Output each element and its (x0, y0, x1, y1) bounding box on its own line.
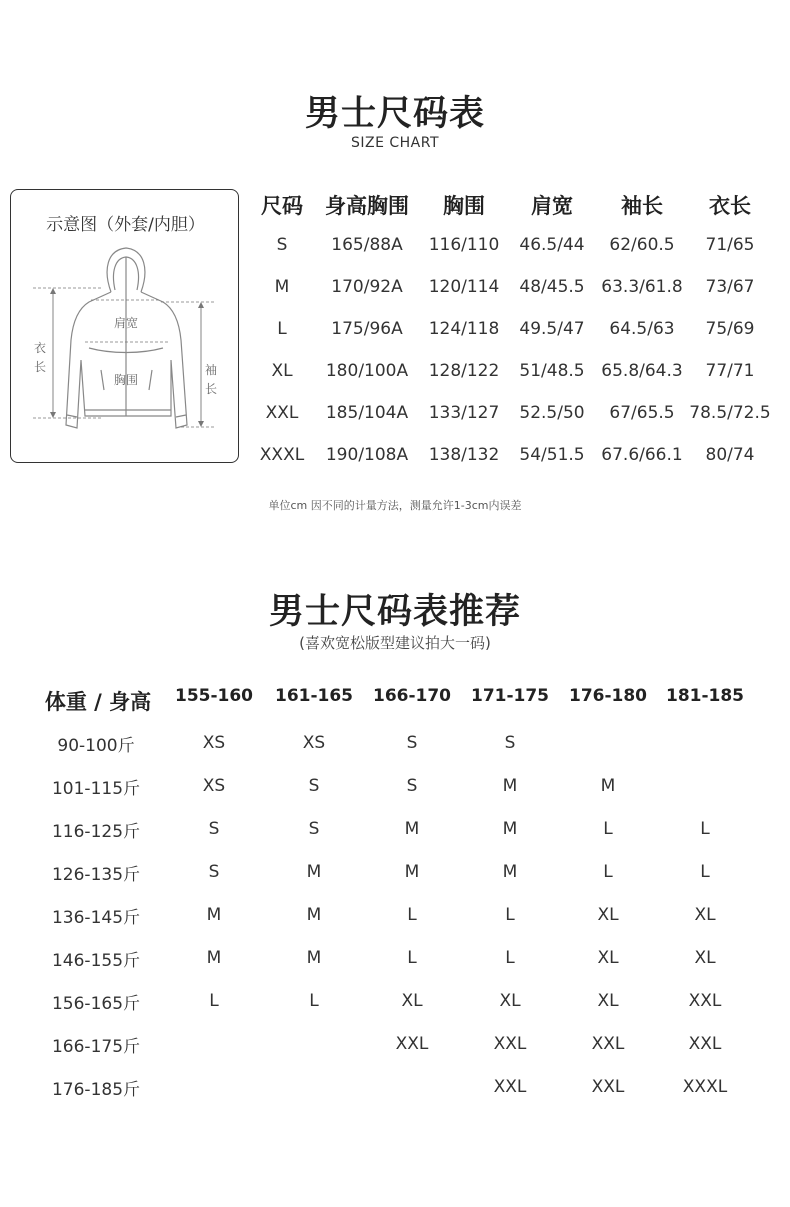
size-cell: 133/127 (428, 403, 500, 423)
recommend-cell: XL (694, 948, 716, 968)
size-cell: 51/48.5 (519, 361, 585, 381)
recommend-cell: XXL (688, 991, 722, 1011)
recommend-header-5: 176-180 (568, 686, 648, 706)
size-cell: 75/69 (705, 319, 755, 339)
size-cell: 170/92A (331, 277, 403, 297)
size-cell: XL (271, 361, 293, 381)
recommend-title: 男士尺码表推荐 (268, 592, 521, 632)
recommend-cell: L (505, 905, 515, 925)
recommend-cell: L (309, 991, 319, 1011)
size-cell: 54/51.5 (519, 445, 585, 465)
recommend-cell: M (502, 819, 518, 839)
recommend-cell: M (404, 862, 420, 882)
recommend-cell: XS (202, 776, 226, 796)
recommend-cell: XL (694, 905, 716, 925)
weight-label: 156-165斤 (51, 994, 141, 1014)
size-chart-subtitle: SIZE CHART (350, 135, 440, 151)
recommend-cell: S (406, 733, 418, 753)
recommend-cell: XXL (493, 1077, 527, 1097)
recommend-cell: M (306, 862, 322, 882)
chest-label: 胸围 (114, 373, 139, 387)
weight-label: 166-175斤 (51, 1037, 141, 1057)
measurement-note: 单位cm 因不同的计量方法，测量允许1-3cm内误差 (268, 499, 522, 512)
recommend-cell: XL (499, 991, 521, 1011)
size-cell: XXXL (259, 445, 305, 465)
recommend-header-6: 181-185 (665, 686, 745, 706)
size-cell: 71/65 (705, 235, 755, 255)
weight-label: 146-155斤 (51, 951, 141, 971)
recommend-cell: XXL (591, 1034, 625, 1054)
size-header-4: 袖长 (621, 194, 663, 218)
weight-label: 116-125斤 (51, 822, 141, 842)
recommend-cell: S (406, 776, 418, 796)
size-cell: 80/74 (705, 445, 755, 465)
size-cell: 77/71 (705, 361, 755, 381)
weight-label: 101-115斤 (51, 779, 141, 799)
size-cell: 138/132 (428, 445, 500, 465)
size-cell: M (274, 277, 290, 297)
recommend-cell: M (600, 776, 616, 796)
recommend-cell: L (700, 819, 710, 839)
size-cell: 48/45.5 (519, 277, 585, 297)
garment-diagram (10, 189, 239, 463)
weight-label: 90-100斤 (57, 736, 135, 756)
size-cell: 190/108A (325, 445, 409, 465)
size-cell: 49.5/47 (519, 319, 585, 339)
recommend-cell: S (504, 733, 516, 753)
recommend-header-2: 161-165 (274, 686, 354, 706)
size-cell: 78.5/72.5 (689, 403, 771, 423)
recommend-cell: L (407, 948, 417, 968)
recommend-cell: S (208, 819, 220, 839)
size-cell: 63.3/61.8 (601, 277, 683, 297)
recommend-cell: XXL (493, 1034, 527, 1054)
size-cell: 62/60.5 (609, 235, 675, 255)
size-chart-title: 男士尺码表 (304, 94, 485, 134)
recommend-header-0: 体重 / 身高 (44, 690, 152, 714)
recommend-cell: S (308, 819, 320, 839)
recommend-cell: M (206, 905, 222, 925)
size-header-2: 胸围 (443, 194, 485, 218)
weight-label: 126-135斤 (51, 865, 141, 885)
recommend-cell: L (700, 862, 710, 882)
recommend-cell: L (209, 991, 219, 1011)
size-cell: 65.8/64.3 (601, 361, 683, 381)
size-cell: S (276, 235, 288, 255)
recommend-cell: M (306, 948, 322, 968)
recommend-cell: L (407, 905, 417, 925)
recommend-cell: XXXL (682, 1077, 728, 1097)
recommend-cell: S (208, 862, 220, 882)
size-cell: XXL (265, 403, 299, 423)
recommend-header-4: 171-175 (470, 686, 550, 706)
recommend-cell: XS (302, 733, 326, 753)
size-cell: 128/122 (428, 361, 500, 381)
size-cell: L (277, 319, 287, 339)
size-cell: 73/67 (705, 277, 755, 297)
size-header-3: 肩宽 (531, 194, 573, 218)
recommend-header-3: 166-170 (372, 686, 452, 706)
recommend-cell: XL (597, 905, 619, 925)
weight-label: 176-185斤 (51, 1080, 141, 1100)
recommend-header-1: 155-160 (174, 686, 254, 706)
size-cell: 185/104A (325, 403, 409, 423)
recommend-cell: XL (597, 991, 619, 1011)
size-cell: 52.5/50 (519, 403, 585, 423)
recommend-cell: L (603, 862, 613, 882)
length-label-2: 长 (34, 360, 47, 374)
recommend-cell: XS (202, 733, 226, 753)
recommend-cell: M (502, 862, 518, 882)
recommend-cell: XL (597, 948, 619, 968)
size-cell: 64.5/63 (609, 319, 675, 339)
recommend-cell: XL (401, 991, 423, 1011)
recommend-cell: M (502, 776, 518, 796)
size-header-5: 衣长 (709, 194, 751, 218)
size-cell: 67.6/66.1 (601, 445, 683, 465)
size-cell: 165/88A (331, 235, 403, 255)
sleeve-label-1: 袖 (205, 363, 218, 377)
size-cell: 175/96A (331, 319, 403, 339)
recommend-cell: L (603, 819, 613, 839)
sleeve-label-2: 长 (205, 382, 218, 396)
length-label-1: 衣 (34, 341, 47, 355)
recommend-cell: M (404, 819, 420, 839)
recommend-cell: M (206, 948, 222, 968)
weight-label: 136-145斤 (51, 908, 141, 928)
size-cell: 116/110 (428, 235, 500, 255)
size-cell: 180/100A (325, 361, 409, 381)
size-cell: 67/65.5 (609, 403, 675, 423)
diagram-label: 示意图（外套/内胆） (46, 215, 205, 235)
size-cell: 124/118 (428, 319, 500, 339)
recommend-cell: XXL (688, 1034, 722, 1054)
size-header-1: 身高胸围 (325, 194, 409, 218)
size-cell: 46.5/44 (519, 235, 585, 255)
size-header-0: 尺码 (261, 194, 303, 218)
recommend-cell: M (306, 905, 322, 925)
recommend-cell: XXL (591, 1077, 625, 1097)
size-cell: 120/114 (428, 277, 500, 297)
recommend-subtitle: (喜欢宽松版型建议拍大一码) (299, 634, 491, 652)
recommend-cell: S (308, 776, 320, 796)
shoulder-width-label: 肩宽 (114, 316, 139, 330)
recommend-cell: L (505, 948, 515, 968)
recommend-cell: XXL (395, 1034, 429, 1054)
